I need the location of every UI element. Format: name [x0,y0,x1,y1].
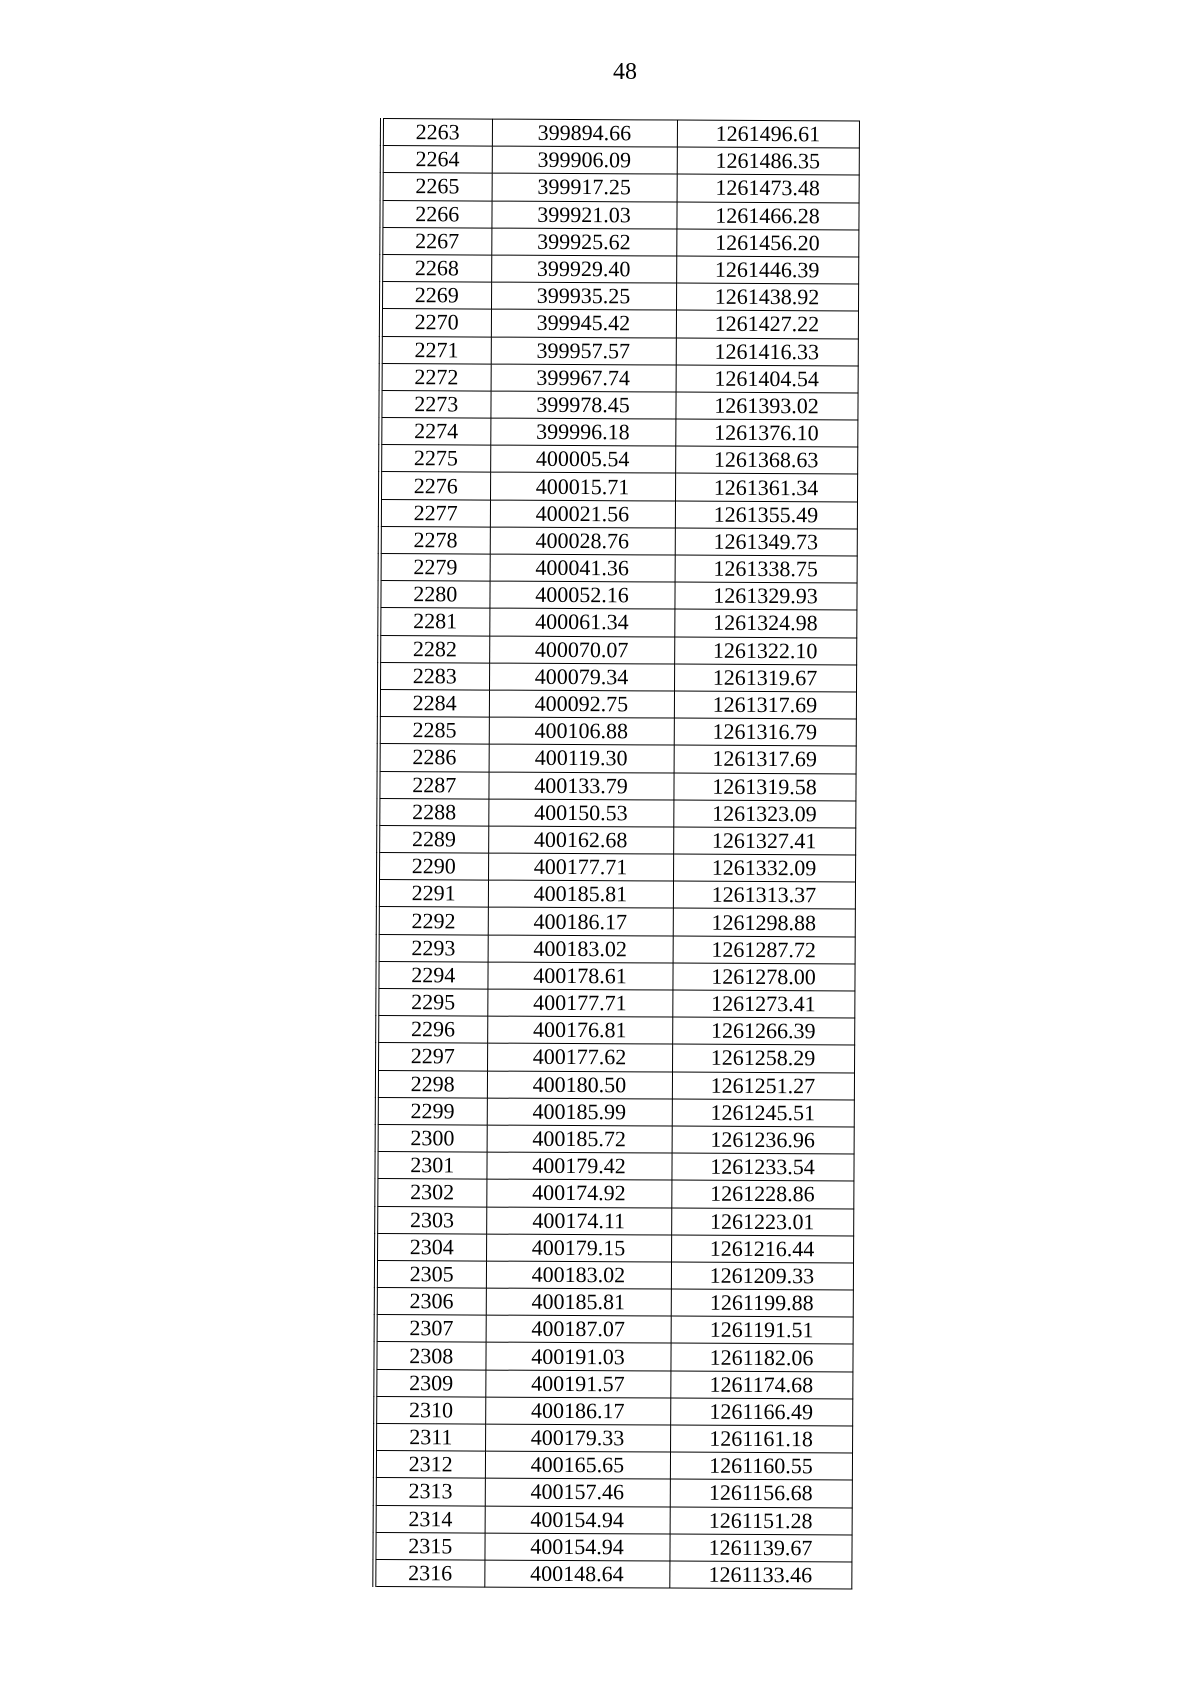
point-number-cell: 2310 [375,1396,485,1424]
table-row [375,1369,852,1399]
y-coordinate-cell: 1261182.06 [670,1343,852,1371]
x-coordinate-cell: 400133.79 [488,772,673,800]
table-row [377,1097,854,1127]
point-number-cell: 2314 [375,1505,485,1533]
x-coordinate-cell: 400179.33 [485,1424,670,1452]
x-coordinate-cell: 400179.42 [486,1152,671,1180]
point-number-cell: 2281 [379,608,489,636]
table-row [377,961,854,991]
table-row [379,662,856,692]
table-row [374,1559,851,1589]
point-number-cell: 2287 [378,771,488,799]
x-coordinate-cell: 400183.02 [488,935,673,963]
x-coordinate-cell: 399935.25 [491,282,676,310]
x-coordinate-cell: 400191.57 [485,1370,670,1398]
y-coordinate-cell: 1261361.34 [675,473,857,501]
y-coordinate-cell: 1261209.33 [671,1262,853,1290]
y-coordinate-cell: 1261324.98 [674,609,856,637]
table-row [375,1451,852,1481]
y-coordinate-cell: 1261258.29 [672,1044,854,1072]
x-coordinate-cell: 400186.17 [488,908,673,936]
x-coordinate-cell: 399925.62 [491,228,676,256]
x-coordinate-cell: 399957.57 [491,337,676,365]
x-coordinate-cell: 399945.42 [491,309,676,337]
point-number-cell: 2288 [378,798,488,826]
x-coordinate-cell: 400178.61 [487,962,672,990]
y-coordinate-cell: 1261156.68 [670,1479,852,1507]
x-coordinate-cell: 400157.46 [485,1478,670,1506]
y-coordinate-cell: 1261228.86 [671,1180,853,1208]
x-coordinate-cell: 400119.30 [489,744,674,772]
x-coordinate-cell: 400174.92 [486,1179,671,1207]
y-coordinate-cell: 1261287.72 [673,936,855,964]
y-coordinate-cell: 1261438.92 [676,283,858,311]
x-coordinate-cell: 400061.34 [489,608,674,636]
table-row [380,499,857,529]
y-coordinate-cell: 1261329.93 [674,582,856,610]
x-coordinate-cell: 399906.09 [492,146,677,174]
y-coordinate-cell: 1261236.96 [672,1126,854,1154]
y-coordinate-cell: 1261313.37 [673,881,855,909]
x-coordinate-cell: 400028.76 [490,527,675,555]
table-row [378,771,855,801]
table-row [377,1043,854,1073]
table-row [382,119,859,149]
point-number-cell: 2264 [382,146,492,174]
table-row [381,363,858,393]
point-number-cell: 2277 [380,499,490,527]
table-row [381,254,858,284]
table-row [376,1315,853,1345]
y-coordinate-cell: 1261496.61 [677,120,859,148]
table-row [375,1478,852,1508]
table-row [377,1016,854,1046]
point-number-cell: 2285 [379,717,489,745]
y-coordinate-cell: 1261349.73 [675,528,857,556]
table-row [376,1179,853,1209]
y-coordinate-cell: 1261355.49 [675,501,857,529]
table-row [378,907,855,937]
x-coordinate-cell: 399967.74 [491,364,676,392]
table-row [375,1342,852,1372]
point-number-cell: 2291 [378,880,488,908]
y-coordinate-cell: 1261319.67 [674,664,856,692]
x-coordinate-cell: 399894.66 [492,119,677,147]
y-coordinate-cell: 1261139.67 [669,1534,851,1562]
x-coordinate-cell: 399996.18 [490,418,675,446]
point-number-cell: 2280 [379,581,489,609]
x-coordinate-cell: 399921.03 [491,201,676,229]
y-coordinate-cell: 1261456.20 [676,229,858,257]
y-coordinate-cell: 1261376.10 [675,419,857,447]
y-coordinate-cell: 1261319.58 [673,773,855,801]
x-coordinate-cell: 399978.45 [490,391,675,419]
table-row [377,1124,854,1154]
point-number-cell: 2272 [381,363,491,391]
table-row [378,880,855,910]
y-coordinate-cell: 1261216.44 [671,1235,853,1263]
point-number-cell: 2306 [376,1288,486,1316]
x-coordinate-cell: 400185.81 [486,1288,671,1316]
table-row [378,825,855,855]
point-number-cell: 2274 [380,418,490,446]
x-coordinate-cell: 399917.25 [492,173,677,201]
table-row [379,635,856,665]
y-coordinate-cell: 1261174.68 [670,1371,852,1399]
point-number-cell: 2303 [376,1206,486,1234]
table-row [381,200,858,230]
point-number-cell: 2271 [381,336,491,364]
point-number-cell: 2278 [380,526,490,554]
table-row [380,418,857,448]
x-coordinate-cell: 400148.64 [484,1560,669,1588]
x-coordinate-cell: 400052.16 [489,581,674,609]
point-number-cell: 2276 [380,472,490,500]
point-number-cell: 2311 [375,1423,485,1451]
x-coordinate-cell: 400092.75 [489,690,674,718]
point-number-cell: 2297 [377,1043,487,1071]
table-row [381,282,858,312]
table-row [376,1152,853,1182]
point-number-cell: 2286 [379,744,489,772]
y-coordinate-cell: 1261427.22 [676,310,858,338]
y-coordinate-cell: 1261446.39 [676,256,858,284]
table-row [379,581,856,611]
table-row [379,744,856,774]
x-coordinate-cell: 400177.71 [487,989,672,1017]
point-number-cell: 2266 [381,200,491,228]
point-number-cell: 2268 [381,254,491,282]
x-coordinate-cell: 400070.07 [489,636,674,664]
x-coordinate-cell: 400106.88 [489,717,674,745]
point-number-cell: 2305 [376,1260,486,1288]
table-row [381,336,858,366]
point-number-cell: 2273 [380,390,490,418]
point-number-cell: 2295 [377,988,487,1016]
y-coordinate-cell: 1261466.28 [676,202,858,230]
y-coordinate-cell: 1261166.49 [670,1398,852,1426]
table-row [379,608,856,638]
y-coordinate-cell: 1261316.79 [674,718,856,746]
y-coordinate-cell: 1261317.69 [674,745,856,773]
point-number-cell: 2275 [380,445,490,473]
y-coordinate-cell: 1261393.02 [675,392,857,420]
y-coordinate-cell: 1261338.75 [675,555,857,583]
table-row [380,554,857,584]
x-coordinate-cell: 400162.68 [488,826,673,854]
y-coordinate-cell: 1261151.28 [670,1507,852,1535]
point-number-cell: 2302 [376,1179,486,1207]
y-coordinate-cell: 1261266.39 [672,1017,854,1045]
table-row [380,390,857,420]
point-number-cell: 2316 [374,1559,484,1587]
x-coordinate-cell: 400186.17 [485,1397,670,1425]
point-number-cell: 2307 [376,1315,486,1343]
y-coordinate-cell: 1261327.41 [673,827,855,855]
table-row [382,173,859,203]
table-row [375,1505,852,1535]
page-number: 48 [613,59,637,85]
y-coordinate-cell: 1261245.51 [672,1099,854,1127]
x-coordinate-cell: 400185.81 [488,880,673,908]
point-number-cell: 2315 [374,1532,484,1560]
x-coordinate-cell: 400021.56 [490,500,675,528]
table-row [379,689,856,719]
table-row [379,717,856,747]
y-coordinate-cell: 1261368.63 [675,446,857,474]
point-number-cell: 2279 [380,554,490,582]
x-coordinate-cell: 400176.81 [487,1016,672,1044]
point-number-cell: 2296 [377,1016,487,1044]
x-coordinate-cell: 400015.71 [490,473,675,501]
x-coordinate-cell: 400154.94 [484,1533,669,1561]
coordinates-table-body [374,119,859,1590]
table-row [382,146,859,176]
y-coordinate-cell: 1261160.55 [670,1452,852,1480]
y-coordinate-cell: 1261323.09 [673,800,855,828]
x-coordinate-cell: 400005.54 [490,445,675,473]
x-coordinate-cell: 400177.71 [488,853,673,881]
y-coordinate-cell: 1261473.48 [677,174,859,202]
x-coordinate-cell: 400185.72 [487,1125,672,1153]
table-row [374,1532,851,1562]
point-number-cell: 2304 [376,1233,486,1261]
x-coordinate-cell: 400187.07 [486,1315,671,1343]
x-coordinate-cell: 400191.03 [485,1343,670,1371]
y-coordinate-cell: 1261322.10 [674,637,856,665]
x-coordinate-cell: 400165.65 [485,1451,670,1479]
y-coordinate-cell: 1261278.00 [672,963,854,991]
x-coordinate-cell: 399929.40 [491,255,676,283]
point-number-cell: 2292 [378,907,488,935]
point-number-cell: 2301 [376,1152,486,1180]
x-coordinate-cell: 400154.94 [485,1506,670,1534]
table-row [378,853,855,883]
point-number-cell: 2313 [375,1478,485,1506]
point-number-cell: 2308 [375,1342,485,1370]
x-coordinate-cell: 400079.34 [489,663,674,691]
point-number-cell: 2300 [377,1124,487,1152]
x-coordinate-cell: 400180.50 [487,1071,672,1099]
x-coordinate-cell: 400179.15 [486,1234,671,1262]
y-coordinate-cell: 1261317.69 [674,691,856,719]
table-row [375,1423,852,1453]
y-coordinate-cell: 1261298.88 [673,908,855,936]
y-coordinate-cell: 1261223.01 [671,1208,853,1236]
point-number-cell: 2270 [381,309,491,337]
point-number-cell: 2267 [381,227,491,255]
point-number-cell: 2312 [375,1451,485,1479]
x-coordinate-cell: 400183.02 [486,1261,671,1289]
table-row [376,1260,853,1290]
x-coordinate-cell: 400185.99 [487,1098,672,1126]
point-number-cell: 2289 [378,825,488,853]
point-number-cell: 2298 [377,1070,487,1098]
table-row [376,1206,853,1236]
x-coordinate-cell: 400041.36 [490,554,675,582]
y-coordinate-cell: 1261191.51 [671,1316,853,1344]
point-number-cell: 2265 [382,173,492,201]
table-row [380,526,857,556]
x-coordinate-cell: 400150.53 [488,799,673,827]
y-coordinate-cell: 1261404.54 [676,365,858,393]
table-row [377,1070,854,1100]
point-number-cell: 2309 [375,1369,485,1397]
table-row [381,309,858,339]
y-coordinate-cell: 1261273.41 [672,990,854,1018]
table-row [376,1233,853,1263]
point-number-cell: 2263 [382,119,492,147]
table-row [375,1396,852,1426]
coordinates-table [372,118,859,1590]
table-row [376,1288,853,1318]
table-row [381,227,858,257]
table-row [377,988,854,1018]
point-number-cell: 2284 [379,689,489,717]
y-coordinate-cell: 1261199.88 [671,1289,853,1317]
y-coordinate-cell: 1261486.35 [677,147,859,175]
table-row [380,472,857,502]
y-coordinate-cell: 1261161.18 [670,1425,852,1453]
y-coordinate-cell: 1261133.46 [669,1561,851,1589]
y-coordinate-cell: 1261233.54 [671,1153,853,1181]
table-row [378,798,855,828]
point-number-cell: 2269 [381,282,491,310]
x-coordinate-cell: 400177.62 [487,1043,672,1071]
point-number-cell: 2299 [377,1097,487,1125]
table-row [378,934,855,964]
table-row [380,445,857,475]
point-number-cell: 2294 [377,961,487,989]
point-number-cell: 2282 [379,635,489,663]
y-coordinate-cell: 1261332.09 [673,854,855,882]
y-coordinate-cell: 1261251.27 [672,1072,854,1100]
x-coordinate-cell: 400174.11 [486,1207,671,1235]
point-number-cell: 2293 [378,934,488,962]
y-coordinate-cell: 1261416.33 [676,338,858,366]
point-number-cell: 2283 [379,662,489,690]
point-number-cell: 2290 [378,853,488,881]
